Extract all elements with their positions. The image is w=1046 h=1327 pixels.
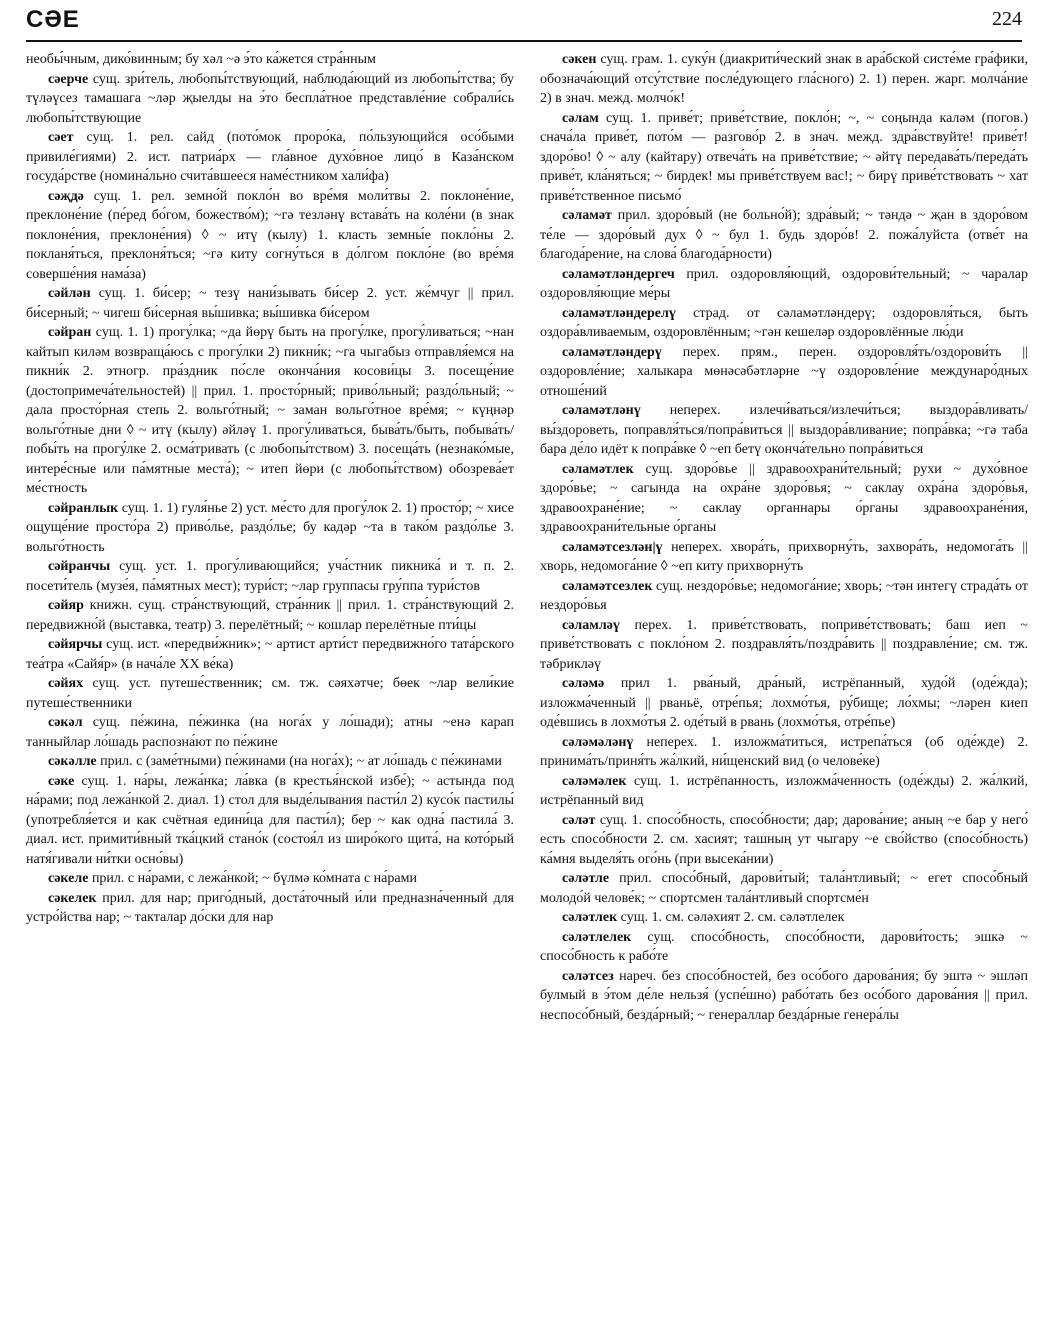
dictionary-entry (26, 323, 514, 499)
entry-definition: сущ. пе́жина, пе́жинка (на нога́х у ло́шади); атны ~енә карап танныйлар ло́шадь распозна́ют по пе́жине (26, 715, 514, 750)
entry-definition: сущ. уст. путеше́ственник; см. тж. сәяхәтче; бөек ~лар вели́кие путеше́ственники (26, 676, 514, 711)
headword: сәйранлык (48, 500, 119, 516)
dictionary-entry (540, 577, 1028, 616)
dictionary-entry (540, 733, 1028, 772)
entry-definition: неперех. хвора́ть, прихворну́ть, захвора́ть, недомога́ть || хворь, недомога́ние ◊ ~еп киту прихворну́ть (540, 539, 1029, 574)
headword: сәламләү (562, 617, 620, 633)
dictionary-entry (26, 499, 514, 558)
entry-definition: сущ. здоро́вье || здравоохрани́тельный; рухи ~ духо́вное здоро́вье; ~ сагында на охра́не здоро́вья; ~ саклау охра́на здоро́вья, здравоохране́ние; ~ саклау органнары о́рганы здравоохране́ния, здравоохрани́тельные о́рганы (540, 461, 1029, 535)
entry-definition: перех. 1. приве́тствовать, поприве́тствовать; баш иеп ~ приве́тствовать с покло́ном 2. поздравля́ть/поздра́вить || поздравле́ние; см. тж. тәбрикләү (540, 617, 1029, 672)
headword: сәләмә (562, 676, 605, 691)
headword: сәйранчы (48, 559, 111, 574)
entry-definition: сущ. 1. рел. земно́й покло́н во вре́мя моли́твы 2. поклоне́ние, преклоне́ние (пе́ред бо́гом, божество́м); ~гә тезләнү встава́ть на коле́ни (в знак поклоне́ния, преклоне́ния) ◊ ~ итү (кылу) 1. класть земны́е покло́ны 2. покланя́ться, преклоня́ться; ~гә киту согну́ться в до́лгом покло́не (во вре́мя соверше́ния нама́за) (26, 188, 515, 282)
headword: сәерче (48, 71, 89, 87)
page-header (26, 6, 1022, 38)
entry-definition: прил. с на́рами, с лежа́нкой; ~ бүлмә ко́мната с на́рами (91, 871, 417, 886)
dictionary-entry (540, 265, 1028, 304)
headword: сәҗдә (48, 188, 84, 204)
dictionary-entry (540, 928, 1028, 967)
headword: сәйран (48, 325, 92, 340)
dictionary-entry (540, 967, 1028, 1026)
dictionary-entry (26, 889, 514, 928)
dictionary-entry (26, 284, 514, 323)
headword: сәламәтләндерү (562, 344, 662, 360)
entry-definition: сущ. 1. спосо́бность, спосо́бности; дар; дарова́ние; аның ~е бар у него́ есть спосо́бности 2. см. хасият; ташның ут чыгару ~е сво́йство (спосо́бность) ка́мня выделя́ть ого́нь (при высека́нии) (540, 812, 1028, 867)
entry-definition: сущ. зри́тель, любопы́тствующий, наблюда́ющий из любопы́тства; бу түләүсез тамашага ~ләр җыелды на э́то беспла́тное представле́ние собрали́сь любопы́тствующие (26, 71, 515, 126)
dictionary-entry (26, 869, 514, 889)
entry-definition: сущ. грам. 1. суку́н (диакрити́ческий знак в ара́бской систе́ме гра́фики, обознача́ющий отсу́тствие после́дующего гла́сного) 2. 1) перен. жарг. молча́ние 2) в знач. межд. молчо́к! (540, 52, 1028, 106)
entry-definition: книжн. сущ. стра́нствующий, стра́нник || прил. 1. стра́нствующий 2. передвижно́й (выставка, театр) 3. перелётный; ~ кошлар перелётные пти́цы (26, 598, 514, 633)
dictionary-entry (26, 557, 514, 596)
guide-word: СӘЕ (26, 6, 80, 33)
headword: сәламәтләнү (562, 403, 641, 418)
entry-definition: сущ. 1. рел. сайд (пото́мок проро́ка, по́льзующийся осо́быми привиле́гиями) 2. ист. патриа́рх — гла́вное духо́вное лицо́ в Каза́нском госуда́рстве (номина́льно счита́вшееся наме́стником хали́фа) (26, 130, 515, 184)
entry-definition: прил. с (заме́тными) пе́жинами (на нога́х); ~ ат ло́шадь с пе́жинами (100, 754, 502, 769)
dictionary-entry (26, 752, 514, 772)
headword: сәйлән (48, 286, 91, 301)
entry-definition: нареч. без спосо́бностей, без осо́бого дарова́ния; бу эштә ~ эшләп булмый в э́том де́ле нельзя́ (успе́шно) рабо́тать без осо́бого дарова́ния || прил. неспосо́бный, безда́рный; ~ генераллар безда́рные генера́лы (540, 968, 1029, 1023)
dictionary-entry (26, 596, 514, 635)
headword: сәкеле (48, 871, 89, 886)
dictionary-entry (540, 343, 1028, 402)
headword: сәламәтсезлән|ү (562, 539, 663, 555)
entry-definition: сущ. 1. приве́т; приве́тствие, покло́н; ~, ~ соңында каләм (погов.) снача́ла приве́т, пото́м — разгово́р 2. в знач. межд. здра́вствуйте! приве́т! здоро́во! ◊ ~ алу (кайтару) отвеча́ть на приве́тствие; ~ әйтү передава́ть/переда́ть приве́т, кла́няться; ~ бирдек! мы приве́тствуем вас!; ~ бирү приве́тствовать ~ хат приве́тственное письмо́ (540, 110, 1028, 204)
headword: сәйях (48, 676, 84, 691)
dictionary-entry (26, 70, 514, 129)
dictionary-entry (26, 635, 514, 674)
headword: сәкелек (48, 890, 97, 906)
entry-definition: сущ. 1. би́сер; ~ тезү нани́зывать би́сер 2. уст. же́мчуг || прил. би́серный; ~ чигеш би́серная вы́шивка; вы́шивка би́сером (26, 286, 515, 321)
headword: сәләтлелек (562, 929, 632, 945)
headword: сәләтлек (562, 910, 618, 925)
dictionary-entry (540, 460, 1028, 538)
dictionary-entry (26, 50, 514, 70)
entry-definition: необы́чным, дико́винным; бу хәл ~ә э́то ка́жется стра́нным (26, 52, 376, 67)
dictionary-entry (26, 187, 514, 285)
headword: сәламәт (562, 208, 612, 223)
dictionary-entry (26, 772, 514, 870)
entry-definition: сущ. спосо́бность, спосо́бности, дарови́тость; эшкә ~ спосо́бность к рабо́те (540, 929, 1028, 964)
dictionary-entry (540, 674, 1028, 733)
entry-definition: сущ. 1. 1) прогу́лка; ~да йөрү быть на прогу́лке, прогу́ливаться; ~нан кайтып киләм возвраща́юсь с прогу́лки 2) пикни́к; ~га чыгабыз отправля́емся на пикни́к 2. этногр. пра́здник по́сле оконча́ния косови́цы 3. посеще́ние (достопримеча́тельностей) || прил. 1. просто́рный; приво́льный; раздо́льный; ~ дала просто́рная степь 2. вольго́тный; ~ заман вольго́тное вре́мя; ~ күңнәр вольго́тные дни ◊ ~ итү (кылу) әйләү 1. прогу́ливаться, быва́ть/быть, побыва́ть/побы́ть на прогу́лке 2. осма́тривать (с любопы́тством) 3. посеща́ть (незнако́мые, интере́сные или па́мятные места́); ~ итеп йөри (с любопы́тством) обозрева́ет ме́стность (26, 325, 514, 496)
entry-definition: прил. спосо́бный, дарови́тый; тала́нтливый; ~ егет спосо́бный молодо́й челове́к; ~ спортсмен тала́нтливый спортсме́н (540, 871, 1029, 906)
header-rule (26, 40, 1022, 42)
entry-definition: неперех. 1. изложма́титься, истрепа́ться (об оде́жде) 2. принима́ть/приня́ть жа́лкий, ни́щенский вид (о челове́ке) (540, 734, 1029, 769)
entry-definition: прил. оздоровля́ющий, оздорови́тельный; ~ чаралар оздоровля́ющие ме́ры (540, 266, 1028, 301)
headword: сәламәтлек (562, 461, 634, 477)
headword: сәлам (562, 110, 599, 126)
headword: сәламәтләндергеч (562, 266, 675, 282)
entry-definition: неперех. излечи́ваться/излечи́ться; выздора́вливать/вы́здороветь, поправля́ться/попра́виться || выздора́вливание; попра́вка; ~гә таба бара де́ло идёт к попра́вке ◊ ~еп бетү оконча́тельно попра́виться (540, 403, 1028, 457)
dictionary-entry (540, 304, 1028, 343)
dictionary-entry (540, 869, 1028, 908)
entry-definition: прил. для нар; приго́дный, доста́точный и́ли предназна́ченный для устро́йства нар; ~ такталар до́ски для нар (26, 890, 514, 925)
headword: сәламәтләндерелү (562, 305, 676, 321)
dictionary-entry (26, 128, 514, 187)
left-column (26, 50, 514, 928)
entry-definition: сущ. 1. см. сәләхият 2. см. сәләтлелек (620, 910, 845, 925)
dictionary-entry (26, 674, 514, 713)
dictionary-entry (26, 713, 514, 752)
headword: сәләмәлек (562, 773, 627, 789)
dictionary-entry (540, 811, 1028, 870)
headword: сәләмәләнү (562, 734, 634, 750)
dictionary-entry (540, 206, 1028, 265)
entry-definition: прил. здоро́вый (не больно́й); здра́вый; ~ тәндә ~ җан в здоро́вом те́ле — здоро́вый дух ◊ ~ бул 1. будь здоро́в! 2. пожа́луйста (отве́т на благода́рение, на слова́ благода́рности) (540, 208, 1029, 262)
entry-definition: сущ. 1. на́ры, лежа́нка; ла́вка (в крестья́нской избе́); ~ астында под на́рами; под лежа́нкой 2. диал. 1) стол для выде́лывания пасти́л 2) кусо́к пастилы́ (употребля́ется и как счётная едини́ца для пасти́л); бер ~ как одна́ пастила́ 3. диал. ист. примити́вный тка́цкий стано́к (состоя́л из широ́кого щита́, на кото́рый натя́гивали ни́тки осно́вы) (26, 773, 515, 867)
headword: сәке (48, 773, 75, 789)
headword: сәет (48, 130, 74, 145)
dictionary-entry (540, 908, 1028, 928)
headword: сәйярчы (48, 637, 103, 652)
dictionary-entry (540, 50, 1028, 109)
page-number: 224 (992, 8, 1022, 30)
entry-definition: сущ. 1. 1) гуля́нье 2) уст. ме́сто для прогу́лок 2. 1) просто́р; ~ хисе ощуще́ние просто́ра 2) приво́лье, раздо́лье; бу кадәр ~та в тако́м раздо́лье 3. вольго́тность (26, 500, 514, 555)
headword: сәкәл (48, 715, 83, 730)
headword: сәләт (562, 812, 596, 828)
headword: сәкен (562, 52, 597, 67)
entry-definition: сущ. 1. истрёпанность, изложма́ченность (оде́жды) 2. жа́лкий, истрёпанный вид (540, 773, 1028, 808)
entry-definition: страд. от сәламәтләндерү; оздоровля́ться, быть оздора́вливаемым, оздоровлённым; ~гән кешеләр оздоровлённые лю́ди (540, 305, 1029, 340)
entry-definition: прил 1. рва́ный, дра́ный, истрёпанный, худо́й (оде́жда); изложма́ченный || рваньё, отре́пья; лохмо́тья, ру́бище; ло́хмы; ~ләрен киеп оде́вшись в лохмо́тья 2. оде́тый в рвань (лохмо́тья, отре́пье) (540, 676, 1029, 730)
headword: сәкәлле (48, 754, 97, 769)
dictionary-entry (540, 109, 1028, 207)
right-column (540, 50, 1028, 1025)
dictionary-entry (540, 616, 1028, 675)
entry-definition: сущ. уст. 1. прогу́ливающийся; уча́стник пикника́ и т. п. 2. посети́тель (музе́я, па́мятных мест); тури́ст; ~лар группасы гру́ппа тури́стов (26, 559, 514, 594)
entry-definition: сущ. ист. «передви́жник»; ~ артист арти́ст передвижно́го тата́рского теа́тра «Сайя́р» (в нача́ле XX ве́ка) (26, 637, 514, 672)
headword: сәләтле (562, 871, 610, 886)
headword: сәламәтсезлек (562, 578, 653, 594)
dictionary-entry (540, 401, 1028, 460)
headword: сәләтсез (562, 968, 614, 984)
entry-definition: перех. прям., перен. оздоровля́ть/оздорови́ть || оздоровле́ние; халыкара мөнәсәбәтләрне ~ү оздоровле́ние междунаро́дных отноше́ний (540, 344, 1029, 399)
dictionary-entry (540, 538, 1028, 577)
entry-definition: сущ. нездоро́вье; недомога́ние; хворь; ~тән интегү страда́ть от нездоро́вья (540, 578, 1029, 613)
dictionary-entry (540, 772, 1028, 811)
headword: сәйяр (48, 598, 84, 613)
